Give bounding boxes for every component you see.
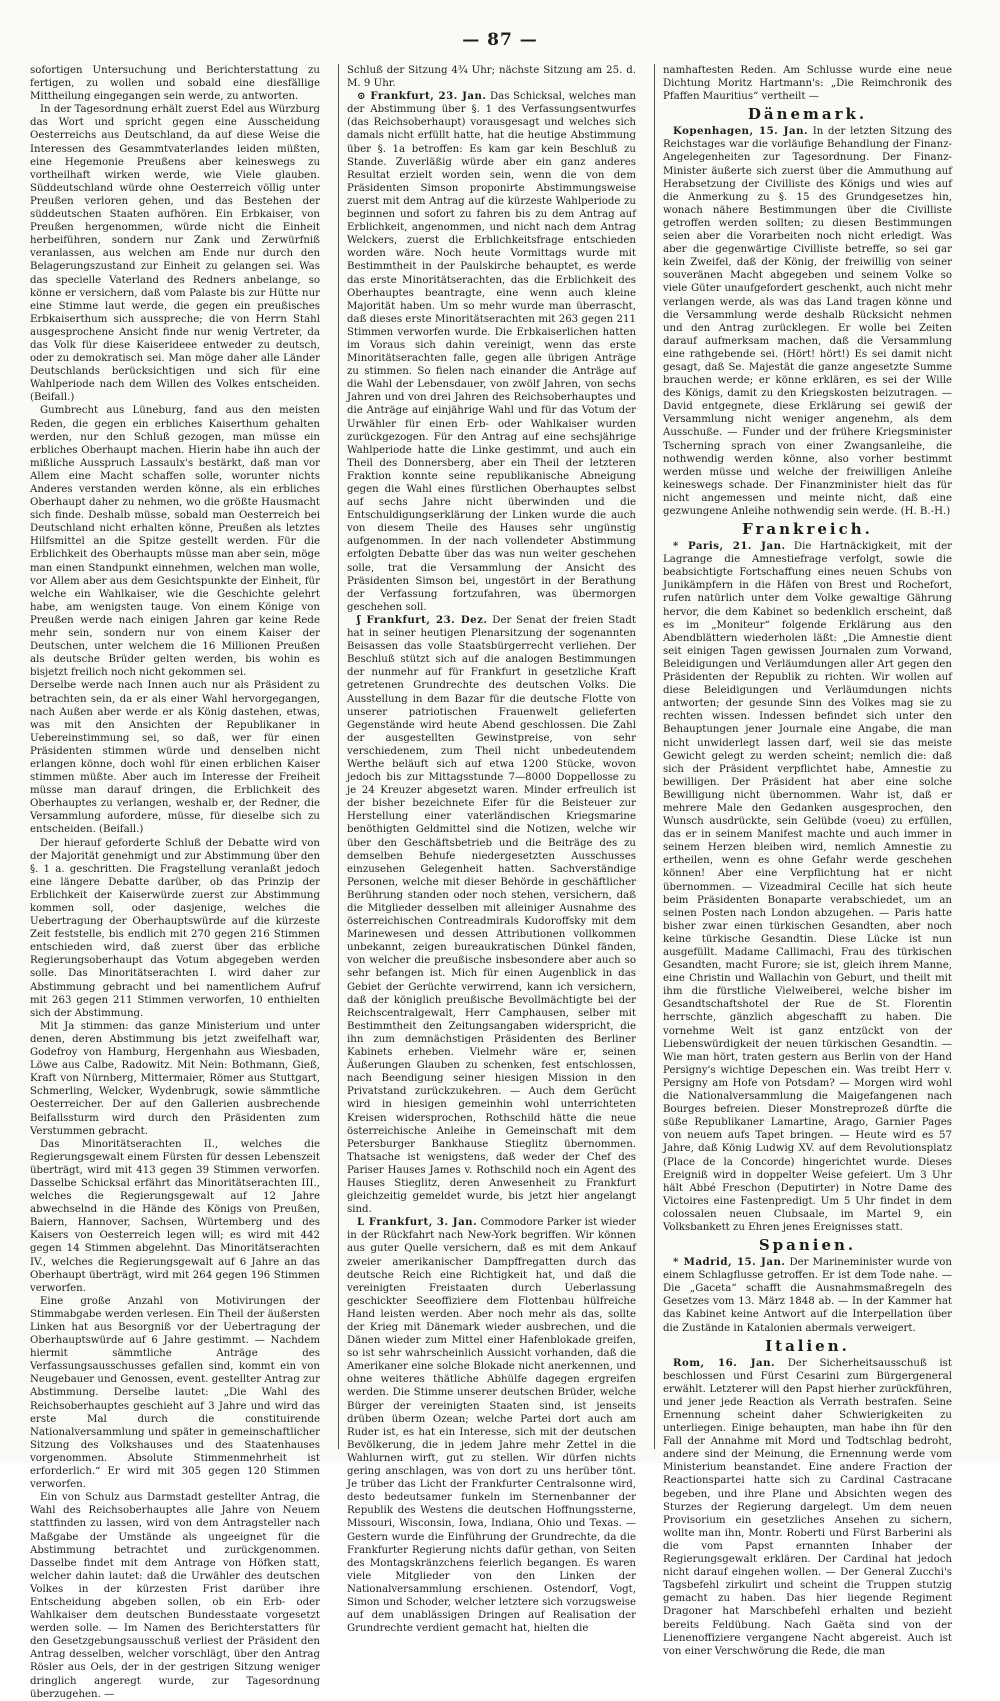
article-body: Der Sicherheitsausschuß ist beschlossen und Fürst Cesarini zum Bürgergeneral erwählt. Letzterer will den Papst hierher zurückführen, und jener jede Reaction als Verrath bestrafen. Seine Ernennung scheint daher Schwierigkeiten zu unterliegen. Einige behaupten, man habe ihn für den Fall der Annahme mit Mord und Todtschlag bedroht, andere sind der Meinung, die Ernennung werde vom Ministerium beanstandet. Eine andere Fraction der Reactionspartei hatte sich zu Cardinal Castracane begeben, und ihre Plane und Absichten wegen des Sturzes der Regierung dargelegt. Um dem neuen Provisorium ein gesetzliches Ansehen zu sichern, wollte man ihn, Montr. Roberti und Fürst Barberini als die vom Papst ernannten Inhaber der Regierungsgewalt erklären. Der Cardinal hat jedoch nicht darauf eingehen wollen. — Der General Zucchi's Tagsbefehl zirkulirt und scheint die Truppen stutzig gemacht zu haben. Das hier liegende Regiment Dragoner hat Marschbefehl erhalten und bezieht bereits Feldübung. Nach Gaëta sind von der Lienenoffiziere vergangene Nacht abgereist. Auch ist von einer Verschwörung die Rede, die man — [663, 1357, 953, 1657]
article-paragraph: Der hierauf geforderte Schluß der Debatte wird von der Majorität genehmigt und zur Abstimmung über den §. 1 a. geschritten. Die Fragstellung veranlaßt jedoch eine längere Debatte darüber, ob das Prinzip der Erblichkeit der Kaiserwürde zuerst zur Abstimmung kommen soll, oder dasjenige, welches die Uebertragung der Oberhauptswürde auf die kürzeste Zeit feststelle, bis endlich mit 270 gegen 216 Stimmen entschieden wird, daß zuerst über das erbliche Regierungsoberhaupt das Votum abgegeben werden solle. Das Minoritätserachten I. wird daher zur Abstimmung gebracht und bei namentlichem Aufruf mit 263 gegen 211 Stimmen verworfen, 10 enthielten sich der Abstimmung. — [30, 837, 320, 1019]
article-dateline: * Madrid, 15. Jan. — [673, 1256, 786, 1269]
article-body: Das Schicksal, welches man der Abstimmung über §. 1 des Verfassungsentwurfes (das Reichsoberhaupt) vorausgesagt und welches sich damals nicht erfüllt hatte, hat die heutige Abstimmung über §. 1a betroffen: Es kam gar kein Beschluß zu Stande. Zuverläßig würde aber ein ganz anderes Resultat erzielt worden sein, wenn die von dem Präsidenten Simson proponirte Abstimmungsweise zuerst mit dem Antrag auf die kürzeste Wahlperiode zu beginnen und sofort zu fahren bis zu dem Antrag auf Erblichkeit, angenommen, und nicht nach dem Antrag Welckers, zuerst die Erblichkeitsfrage entschieden worden wäre. Noch heute Vormittags wurde mit Bestimmtheit in der Paulskirche behauptet, es werde das erste Minoritätserachten, das die Erblichkeit des Oberhauptes beantragte, eine wenn auch kleine Majorität haben. Um so mehr wurde man überrascht, daß dieses erste Minoritätserachten mit 263 gegen 211 Stimmen verworfen wurde. Die Erbkaiserlichen hatten im Voraus sich dahin vereinigt, wenn das erste Minoritätserachten falle, gegen alle übrigen Anträge zu stimmen. So fielen nach einander die Anträge auf die Wahl der Lebensdauer, von zwölf Jahren, von sechs Jahren und von drei Jahren des Reichsoberhauptes und die Anträge auf einjährige Wahl und für das Votum der Urwähler für einen Erb- oder Wahlkaiser wurden zurückgezogen. Für den Antrag auf eine sechsjährige Wahlperiode hatte die Linke gestimmt, und auch ein Theil des Donnersberg, aber ein Theil der letzteren Fraktion konnte seine republikanische Abneigung gegen die Wahl eines fürstlichen Oberhauptes selbst auf sechs Jahre nicht überwinden und die Entschuldigungserklärung der Linken wurde die auch von diesem Theile des Hauses sehr ungünstig aufgenommen. In der nach vollendeter Abstimmung erfolgten Debatte über das was nun weiter geschehen solle, trat die Versammlung der Ansicht des Präsidenten Simson bei, ungestört in der Berathung der Verfassung fortzufahren, was übermorgen geschehen soll. — [347, 91, 636, 613]
article-paragraph: Gumbrecht aus Lüneburg, fand aus den meisten Reden, die gegen ein erbliches Kaiserthum gehalten werden, nur den Schluß gezogen, man müsse ein erbliches Oberhaupt machen. Hierin habe ihn auch der mißliche Ausspruch Lassaulx's bestärkt, daß man vor Allem eine Macht schaffen solle, worunter nichts Anderes verstanden werden könne, als ein erbliches Oberhaupt daher zu nehmen, wo die größte Hausmacht sich finde. Deshalb müsse, sobald man Oesterreich bei Deutschland nicht erhalten könne, Preußen als letztes Hilfsmittel an die Spitze gestellt werden. Für die Erblichkeit des Oberhaupts müsse man aber sein, möge man einen Standpunkt einnehmen, welchen man wolle, vor Allem aber aus dem Gesichtspunkte der Einheit, für welche ein Wahlkaiser, wie die Geschichte gelehrt habe, am wenigsten tauge. Von einem Könige von Preußen werde nach einigen Jahren gar keine Rede mehr sein, sondern nur von einem Kaiser der Deutschen, unter welchem die 16 Millionen Preußen als deutsche Brüder gelten werden, bis wohin es bisjetzt freilich noch nicht gekommen sei. — [30, 405, 320, 679]
section-heading-spain: Spanien. — [758, 1236, 857, 1255]
article-paragraph: sofortigen Untersuchung und Berichterstattung zu fertigen, zu wollen und sobald eine diesfällige Mittheilung eingegangen sein werde, zu antworten. — [30, 65, 320, 103]
article-dateline: * Paris, 21. Jan. — [673, 540, 786, 553]
article-body: Die Hartnäckigkeit, mit der Lagrange die Amnestiefrage verfolgt, sowie die beabsichtigte Fortschaffung eines neuen Schubs von Junikämpfern in die Häfen von Brest und Rochefort, rufen natürlich unter dem Volke gewaltige Gährung hervor, die dem Kabinet so bedenklich erscheint, daß es im „Moniteur“ folgende Erklärung aus den Abendblättern wiederholen läßt: „Die Amnestie dient seit einigen Tagen gewissen Journalen zum Vorwand, Beleidigungen und Verläumdungen aller Art gegen den Präsidenten der Republik zu richten. Wir wollen auf diese Beleidigungen und Verläumdungen nichts antworten; der gesunde Sinn des Volkes mag sie zu rechten wissen. Indessen befindet sich unter den Behauptungen jener Journale eine Angabe, die man nicht unwiderlegt lassen darf, weil sie das meiste Gewicht gelegt zu werden scheint; nemlich die: daß sich der Präsident verpflichtet habe, Amnestie zu bewilligen. Der Präsident hat aber eine solche Bewilligung nicht übernommen. Wahr ist, daß er mehrere Male den Gedanken ausgesprochen, den Wunsch ausdrückte, sein Gelübde (voeu) zu erfüllen, das er in seinem Manifest machte und auch immer in seinem Herzen bleiben wird, nemlich Amnestie zu ertheilen, wenn es ohne Gefahr werde geschehen können! Aber eine Verpflichtung hat er nicht übernommen. — Vizeadmiral Cecille hat sich heute beim Präsidenten Bonaparte verabschiedet, um an seinen Posten nach London abzugehen. — Paris hatte bisher zwar einen türkischen Gesandten, aber noch keine türkische Gesandtin. Diese Lücke ist nun ausgefüllt. Madame Callimachi, Frau des türkischen Gesandten, macht Furore; sie ist, gleich ihrem Manne, eine Christin und Wallachin von Geburt, und theilt mit ihm die fürstliche Vielweiberei, welche bisher im Gesandtschaftshotel der Rue de St. Florentin herrschte, gänzlich abgeschafft zu haben. Die vornehme Welt ist ganz entzückt von der Liebenswürdigkeit der neuen türkischen Gesandtin. — Wie man hört, traten gestern aus Berlin von der Hand Persigny's wichtige Depeschen ein. Was treibt Herr v. Persigny am Hofe von Potsdam? — Morgen wird wohl die Nationalversammlung die Maigefangenen nach Bourges befreien. Dieser Monstreprozeß dürfte die süße Republikaner Lamartine, Arago, Garnier Pages von neuem aufs Tapet bringen. — Heute wird es 57 Jahre, daß König Ludwig XV. auf dem Revolutionsplatz (Place de la Concorde) hingerichtet wurde. Dieses Ereigniß wird in doppelter Weise gefeiert. Um 3 Uhr hält Abbé Freschon (Deputirter) in Notre Dame des Victoires eine Fastenpredigt. Um 5 Uhr findet in dem colossalen neuen Clubsaale, im Martel 9, ein Volksbankett zu Ehren jenes Ereignisses statt. — [663, 541, 952, 1233]
article-paragraph: Derselbe werde nach Innen auch nur als Präsident zu betrachten sein, da er als einer Wahl hervorgegangen, nach Außen aber werde er als König dastehen, etwas, was mit den Ansichten der Republikaner in Uebereinstimmung sei, so daß, wer für einen Präsidenten stimmen würde und denselben nicht erlangen könne, doch wohl für einen erblichen Kaiser stimmen müßte. Aber auch im Interesse der Freiheit müsse man darauf dringen, die Erblichkeit des Oberhauptes zu verlangen, weshalb er, der Redner, die Versammlung aufordere, müsse, für dieselbe sich zu entscheiden. (Beifall.) — [30, 680, 320, 836]
article-paragraph: Eine große Anzahl von Motivirungen der Stimmabgabe werden verlesen. Ein Theil der äußersten Linken hat aus Besorgniß vor der Uebertragung der Oberhauptswürde auf 6 Jahre gestimmt. — Nachdem hiermit sämmtliche Anträge des Verfassungsausschusses gefallen sind, kommt ein von Neugebauer und Genossen, event. gestellter Antrag zur Abstimmung. Derselbe lautet: „Die Wahl des Reichsoberhauptes geschieht auf 3 Jahre und wird das erste Mal durch die constituirende Nationalversammlung und später in gemeinschaftlicher Sitzung des Volkshauses und des Staatenhauses vorgenommen. Absolute Stimmenmehrheit ist erforderlich.“ Er wird mit 305 gegen 120 Stimmen verworfen. — [30, 1295, 320, 1491]
text-columns — [22, 64, 980, 1700]
article-dateline: ʃ Frankfurt, 23. Dez. — [357, 613, 488, 626]
article-paragraph — [663, 1357, 952, 1658]
article-paragraph: Ein von Schulz aus Darmstadt gestellter Antrag, die Wahl des Reichsoberhauptes alle Jahre von Neuem stattfinden zu lassen, wird von dem Antragsteller nach Maßgabe der Umstände als ungeeignet für die Abstimmung betrachtet und zurückgenommen. Dasselbe findet mit dem Antrage von Höfken statt, welcher dahin lautet: daß die Urwähler des deutschen Volkes in der kürzesten Frist darüber ihre Entscheidung abgeben sollen, ob ein Erb- oder Wahlkaiser dem deutschen Bundesstaate vorgesetzt werden solle. — Im Namen des Berichterstatters für den Gesetzgebungsausschuß verliest der Präsident den Antrag desselben, welcher vorschlägt, über den Antrag Rösler aus Oels, der in der gestrigen Sitzung weniger dringlich angeregt wurde, zur Tagesordnung überzugehen. — — [30, 1492, 320, 1700]
article-paragraph — [663, 125, 952, 518]
article-paragraph: Das Minoritätserachten II., welches die Regierungsgewalt einem Fürsten für dessen Lebenszeit überträgt, wird mit 413 gegen 39 Stimmen verworfen. Dasselbe Schicksal erfährt das Minoritätserachten III., welches die Regierungsgewalt auf 12 Jahre abwechselnd in die Hände des Königs von Preußen, Baiern, Hannover, Sachsen, Würtemberg und des Kaisers von Oesterreich legen will; es wird mit 442 gegen 14 Stimmen abgelehnt. Das Minoritätserachten IV., welches die Regierungsgewalt auf 6 Jahre an das Oberhaupt überträgt, wird mit 264 gegen 196 Stimmen verworfen. — [30, 1138, 320, 1294]
section-heading-italy: Italien. — [765, 1336, 850, 1355]
article-dateline: L Frankfurt, 3. Jan. — [357, 1216, 478, 1229]
article-paragraph: In der Tagesordnung erhält zuerst Edel aus Würzburg das Wort und spricht gegen eine Ausscheidung Oesterreichs aus Deutschland, da auf diese Weise die Interessen des Gesammtvaterlandes leiden müßten, eine Hegemonie Preußens aber keineswegs zu vortheilhaft wirken werde, wie Viele glauben. Süddeutschland würde ohne Oesterreich völlig unter Preußen verloren gehen, und das Bestehen der süddeutschen Staaten aufhören. Ein Erbkaiser, von Preußen hergenommen, würde nicht die Einheit herbeiführen, sondern nur Zank und Zerwürfniß veranlassen, aus welchen am Ende nur durch den Belagerungszustand zur Einheit zu gelangen sei. Was das specielle Vaterland des Redners anbelange, so könne er versichern, daß vom Palaste bis zur Hütte nur eine Stimme laut werde, die gegen ein preußisches Erbkaiserthum sich ausspreche; die von Herrn Stahl ausgesprochene Ansicht finde nur wenig Vertreter, da das Volk für diese Kaiserideee entweder zu deutsch, oder zu demokratisch sei. Man möge daher alle Länder Deutschlands berücksichtigen und sich für eine Wahlperiode nach dem Willen des Volkes entscheiden. (Beifall.) — [30, 104, 320, 404]
article-paragraph — [347, 90, 636, 614]
article-paragraph — [347, 614, 636, 1216]
article-dateline: Rom, 16. Jan. — [673, 1356, 776, 1369]
article-dateline: ⊙ Frankfurt, 23. Jan. — [357, 90, 487, 103]
article-body: Der Marineminister wurde von einem Schlagflusse getroffen. Er ist dem Tode nahe. — Die „Gaceta“ schafft die Ausnahmsmaßregeln des Gesetzes vom 13. März 1848 ab. — In der Kammer hat das Kabinet keine Antwort auf die Interpellation über die Zustände in Katalonien abermals verweigert. — [663, 1257, 952, 1334]
column-middle — [338, 64, 644, 1635]
section-heading-france: Frankreich. — [742, 520, 873, 539]
article-paragraph — [347, 1216, 636, 1635]
article-paragraph — [663, 1256, 952, 1335]
column-left — [22, 64, 328, 1700]
column-right — [654, 64, 960, 1657]
article-body: Der Senat der freien Stadt hat in seiner heutigen Plenarsitzung der sogenannten Beisassen das volle Staatsbürgerrecht verliehen. Der Beschluß stützt sich auf die analogen Bestimmungen der nunmehr auf für Frankfurt in gesetzliche Kraft getretenen Grundrechte des deutschen Volks. Die Ausstellung in dem Bazar für die deutsche Flotte von unserer patriotischen Frauenwelt gelieferten Gegenstände wird heute Abend geschlossen. Die Zahl der ausgestellten Gewinstpreise, von sehr verschiedenem, zum Theil nicht unbedeutendem Werthe beläuft sich auf etwa 1200 Stücke, wovon jedoch bis zur Mittagsstunde 7—8000 Doppellosse zu je 24 Kreuzer abgesetzt waren. Minder erfreulich ist der bisher bezeichnete Eifer für die Beisteuer zur Herstellung einer vaterländischen Kriegsmarine benöthigten Geldmittel sind die Notizen, welche wir über den Geschäftsbetrieb und die Beiträge des zu demselben Behufe niedergesetzten Ausschusses einzusehen Gelegenheit hatten. Sachverständige Personen, welche mit dieser Behörde in geschäftlicher Berührung standen oder noch stehen, versichern, daß die Mitglieder desselben mit alleiniger Ausnahme des österreichischen Contreadmirals Kudoroffsky mit dem Marinewesen und dessen Attributionen vollkommen unbekannt, zeigen bureaukratischen Dünkel fänden, von welcher die preußische insbesondere aber auch so sehr befangen ist. Mich für einen Augenblick in das Gebiet der Gerüchte verwirrend, kann ich versichern, daß der königlich preußische Bevollmächtigte bei der Reichscentralgewalt, Herr Camphausen, selber mit Bestimmtheit den Zeitungsangaben widerspricht, die ihn zum demnächstigen Präsidenten des Berliner Kabinets erheben. Vielmehr wäre er, seinen Äußerungen Glauben zu schenken, fest entschlossen, nach Beendigung seiner hiesigen Mission in den Privatstand zurückzukehren. — Auch dem Gerücht wird in hiesigen gemeinhin wohl unterrichteten Kreisen widersprochen, Rothschild hätte die neue österreichische Anleihe in Gemeinschaft mit dem Petersburger Bankhause Stieglitz übernommen. Thatsache ist wenigstens, daß weder der Chef des Pariser Hauses James v. Rothschild noch ein Agent des Hauses Stieglitz, deren Anwesenheit zu Frankfurt gleichzeitig gemeldet wurde, bis jetzt hier angelangt sind. — [347, 614, 636, 1216]
article-paragraph: namhaftesten Reden. Am Schlusse wurde eine neue Dichtung Moritz Hartmann's: „Die Reimchronik des Pfaffen Mauritius“ vertheilt — — [663, 65, 952, 103]
section-heading-denmark: Dänemark. — [747, 105, 868, 124]
page-number: — 87 — — [462, 30, 538, 50]
article-body: Commodore Parker ist wieder in der Rückfahrt nach New-York begriffen. Wir können aus guter Quelle versichern, daß es mit dem Ankauf zweier amerikanischer Dampffregatten durch das deutsche Reich eine Richtigkeit hat, und daß die vereinigten Freistaaten durch Ueberlassung geschickter Seeoffiziere dem Flottenbau hülfreiche Hand leisten werden. Aber noch mehr als das, sollte der Krieg mit Dänemark wieder ausbrechen, und die Dänen wieder zum Mittel einer Hafenblokade greifen, so ist sehr wahrscheinlich Aussicht vorhanden, daß die Amerikaner eine solche Blokade nicht anerkennen, und ohne weiteres thätliche Abhülfe dagegen ergreifen werden. Die Stimme unserer deutschen Brüder, welche Bürger der vereinigten Staaten sind, ist jenseits drüben überm Ozean; welche Partei dort auch am Ruder ist, es hat ein Interesse, sich mit der deutschen Bevölkerung, die in jedem Jahre mehr Zettel in die Wahlurnen wirft, gut zu stellen. Wir dürfen nichts gering anschlagen, was von dort zu uns herüber tönt. Je trüber das Licht der Frankfurter Centralsonne wird, desto bedeutsamer funkeln im Sternenbanner der Republik des Westens die deutschen Hoffnungssterne, Missouri, Wisconsin, Iowa, Indiana, Ohio und Texas. — Gestern wurde die Einführung der Grundrechte, da die Frankfurter Regierung nichts dafür gethan, von Seiten des Montagskränzchens feierlich begangen. Es waren viele Mitglieder von den Linken der Nationalversammlung erschienen. Ostendorf, Vogt, Simon und Schoder, welcher letztere sich vorzugsweise auf dem unablässigen Dringen auf Realisation der Grundrechte verdient gemacht hat, hielten die — [347, 1217, 636, 1635]
article-paragraph: Schluß der Sitzung 4¾ Uhr; nächste Sitzung am 25. d. M. 9 Uhr. — [347, 65, 636, 90]
article-paragraph — [663, 540, 952, 1234]
article-paragraph: Mit Ja stimmen: das ganze Ministerium und unter denen, deren Abstimmung bis jetzt zweifelhaft war, Godefroy von Hamburg, Hergenhahn aus Wiesbaden, Löwe aus Calbe, Radowitz. Mit Nein: Bothmann, Gieß, Kraft von Nürnberg, Mittermaier, Römer aus Stuttgart, Schmerling, Welcker, Wydenbrugk, sowie sämmtliche Oesterreicher. Der auf den Gallerien ausbrechende Beifallssturm wird durch den Präsidenten zum Verstummen gebracht. — [30, 1020, 320, 1137]
article-dateline: Kopenhagen, 15. Jan. — [673, 125, 809, 138]
article-body: In der letzten Sitzung des Reichstages war die vorläufige Behandlung der Finanz-Angelegenheiten zur Tagesordnung. Der Finanz-Minister äußerte sich zuerst über die Ammuthung auf Herabsetzung der Civilliste des Königs und wies auf die Anmerkung zu §. 15 des Grundgesetzes hin, wonach nähere Bestimmungen über die Civilliste getroffen werden sollten; zu diesen Bestimmungen seien aber die Vorarbeiten noch nicht erledigt. Was aber die gegenwärtige Civilliste betreffe, so sei gar kein Zweifel, daß der König, der freiwillig von seiner souveränen Macht abgegeben und seinem Volke so viele Güter unaufgefordert geschenkt, auch nicht mehr verlangen werde, als was das Land tragen könne und die Versammlung werde deshalb Rücksicht nehmen und den Antrag zurücklegen. Er wolle bei Zeiten darauf aufmerksam machen, daß die Versammlung eine rathgebende sei. (Hört! hört!) Es sei damit nicht gesagt, daß Se. Majestät die ganze angesetzte Summe brauchen werde; er könne erklären, es sei der Wille des Königs, damit zu den Kriegskosten beizutragen. — David entgegnete, diese Erklärung sei gewiß der Versammlung nicht weniger angenehm, als dem Ausschuße. — Funder und der frühere Kriegsminister Tscherning sprach von einer Zwangsanleihe, die nothwendig werden könne, also vorher bestimmt werden müsse und welche der freiwilligen Anleihe keineswegs schade. Der Finanzminister hielt das für nicht angemessen und meinte nicht, daß eine gezwungene Anleihe nothwendig sein werde. (H. B.-H.) — [663, 126, 952, 517]
